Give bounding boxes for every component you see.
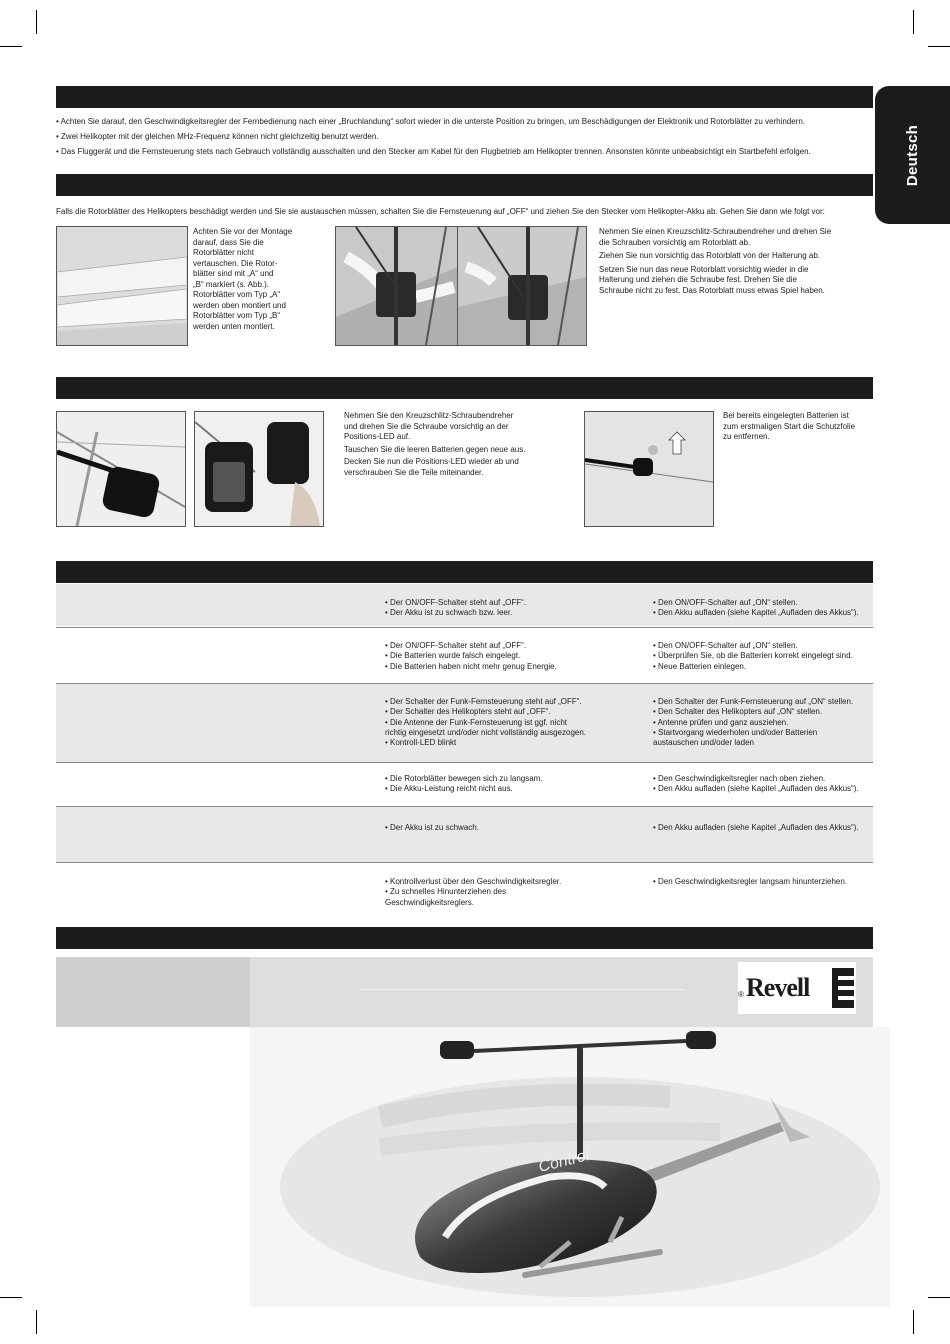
rotor-head-illustration xyxy=(458,227,586,345)
protective-film-illustration xyxy=(585,412,713,526)
battery-compartment-illustration xyxy=(195,412,323,526)
table-cell-remedies: • Den Akku aufladen (siehe Kapitel „Aufladen des Akkus“). xyxy=(653,823,859,832)
safety-bullet: • Zwei Helikopter mit der gleichen MHz-Frequenz können nicht gleichzeitig benutzt werden. xyxy=(56,132,379,141)
table-cell-remedies: • Den Geschwindigkeitsregler langsam hinunterziehen. xyxy=(653,877,848,886)
rotor-steps: Nehmen Sie einen Kreuzschlitz-Schraubendreher und drehen Sie die Schrauben vorsichtig am Rotorblatt ab. Ziehen Sie nun vorsichtig das Rotorblatt von der Halterung ab. Setzen Sie nun das neue Rotorblatt vorsichtig wieder in die Halterung und ziehen die Schraube fest. Drehen Sie die Schraube nicht zu fest. Das Rotorblatt muss etwas Spiel haben. xyxy=(599,227,832,295)
revell-mark-icon xyxy=(832,968,854,1008)
section-header-bar xyxy=(56,86,873,108)
registered-mark: ® xyxy=(738,990,744,999)
helicopter-icon xyxy=(250,1027,890,1307)
rotor-head-illustration xyxy=(336,227,458,345)
crop-mark xyxy=(0,1297,22,1298)
brand-wordmark: Revell xyxy=(746,973,810,1002)
table-cell-causes: • Die Rotorblätter bewegen sich zu langsam. • Die Akku-Leistung reicht nicht aus. xyxy=(385,774,543,794)
led-screwdriver-photo xyxy=(56,411,186,527)
table-cell-remedies: • Den ON/OFF-Schalter auf „ON“ stellen. • Überprüfen Sie, ob die Batterien korrekt eingelegt sind. • Neue Batterien einlegen. xyxy=(653,641,853,671)
rotor-intro: Falls die Rotorblätter des Helikopters beschädigt werden und Sie sie austauschen müssen, schalten Sie die Fernsteuerung auf „OFF“ und ziehen Sie den Stecker vom Helikopter-Akku ab. Gehen Sie dann wie folgt vor: xyxy=(56,207,825,216)
table-cell-causes: • Der ON/OFF-Schalter steht auf „OFF“. • Die Batterien wurde falsch eingelegt. • Die Batterien haben nicht mehr genug Energie. xyxy=(385,641,557,671)
table-cell-causes: • Der Schalter der Funk-Fernsteuerung steht auf „OFF“. • Der Schalter des Helikopters steht auf „OFF“. • Die Antenne der Funk-Fernsteuerung ist ggf. nicht richtig eingesetzt und/oder nicht vollständig ausgezogen. • Kontroll-LED blinkt xyxy=(385,697,587,748)
section-header-bar xyxy=(56,377,873,399)
crop-mark xyxy=(36,10,37,34)
table-cell-causes: • Der Akku ist zu schwach. xyxy=(385,823,479,832)
revell-logo xyxy=(738,962,856,1014)
led-unit-illustration xyxy=(57,412,185,526)
language-tab xyxy=(875,86,950,224)
table-cell-causes: • Kontrollverlust über den Geschwindigkeitsregler. • Zu schnelles Hinunterziehen des Geschwindigkeitsreglers. xyxy=(385,877,562,907)
safety-bullet: • Achten Sie darauf, den Geschwindigkeitsregler der Fernbedienung nach einer „Bruchlandung“ sofort wieder in die unterste Position zu bringen, um Beschädigungen der Elektronik und Rotorblätter zu verhindern. xyxy=(56,117,806,126)
crop-mark xyxy=(928,1297,950,1298)
table-row-divider xyxy=(56,762,873,763)
safety-bullet: • Das Fluggerät und die Fernsteuerung stets nach Gebrauch vollständig ausschalten und den Stecker am Kabel für den Flugbetrieb am Helikopter trennen. Ansonsten könnte unbeabsichtigt ein Startbefehl erfolgen. xyxy=(56,147,811,156)
rotor-note: Achten Sie vor der Montage darauf, dass Sie die Rotorblätter nicht vertauschen. Die Rotor- blätter sind mit „A“ und „B“ markiert (s. Abb.). Rotorblätter vom Typ „A“ werden oben montiert und Rotorblätter vom Typ „B“ werden unten montiert. xyxy=(193,227,293,331)
table-row-divider xyxy=(56,627,873,628)
rotor-screw-photo-2 xyxy=(457,226,587,346)
table-cell-remedies: • Den Geschwindigkeitsregler nach oben ziehen. • Den Akku aufladen (siehe Kapitel „Aufladen des Akkus“). xyxy=(653,774,859,794)
rotor-blades-photo xyxy=(56,226,188,346)
crop-mark xyxy=(913,1310,914,1334)
protective-film-photo xyxy=(584,411,714,527)
table-row-bg xyxy=(56,807,873,862)
led-steps: Nehmen Sie den Kreuzschlitz-Schraubendreher und drehen Sie die Schraube vorsichtig an der Positions-LED auf. Tauschen Sie die leeren Batterien gegen neue aus. Decken Sie nun die Positions-LED wieder ab und verschrauben Sie die Teile miteinander. xyxy=(344,411,526,477)
crop-mark xyxy=(913,10,914,34)
led-battery-photo xyxy=(194,411,324,527)
crop-mark xyxy=(0,46,22,47)
crop-mark xyxy=(928,46,950,47)
model-text: Control xyxy=(536,1146,592,1176)
table-cell-causes: • Der ON/OFF-Schalter steht auf „OFF“. • Der Akku ist zu schwach bzw. leer. xyxy=(385,598,527,618)
led-note: Bei bereits eingelegten Batterien ist zum erstmaligen Start die Schutzfolie zu entfernen. xyxy=(723,411,856,441)
footer-panel-left xyxy=(56,957,250,1027)
table-cell-remedies: • Den Schalter der Funk-Fernsteuerung auf „ON“ stellen. • Den Schalter des Helikopters auf „ON“ stellen. • Antenne prüfen und ganz ausziehen. • Startvorgang wiederholen und/oder Batterien austauschen und/oder laden xyxy=(653,697,854,748)
section-header-bar xyxy=(56,927,873,949)
language-tab-label: Deutsch xyxy=(904,124,921,186)
section-header-bar xyxy=(56,561,873,583)
section-header-bar xyxy=(56,174,873,196)
rotor-blades-illustration xyxy=(57,227,187,345)
rotor-screw-photo-1 xyxy=(335,226,459,346)
crop-mark xyxy=(36,1310,37,1334)
product-photo-area xyxy=(250,1027,890,1307)
table-cell-remedies: • Den ON/OFF-Schalter auf „ON“ stellen. • Den Akku aufladen (siehe Kapitel „Aufladen des Akkus“). xyxy=(653,598,859,618)
table-row-divider xyxy=(56,862,873,863)
footer-rule xyxy=(360,978,685,990)
